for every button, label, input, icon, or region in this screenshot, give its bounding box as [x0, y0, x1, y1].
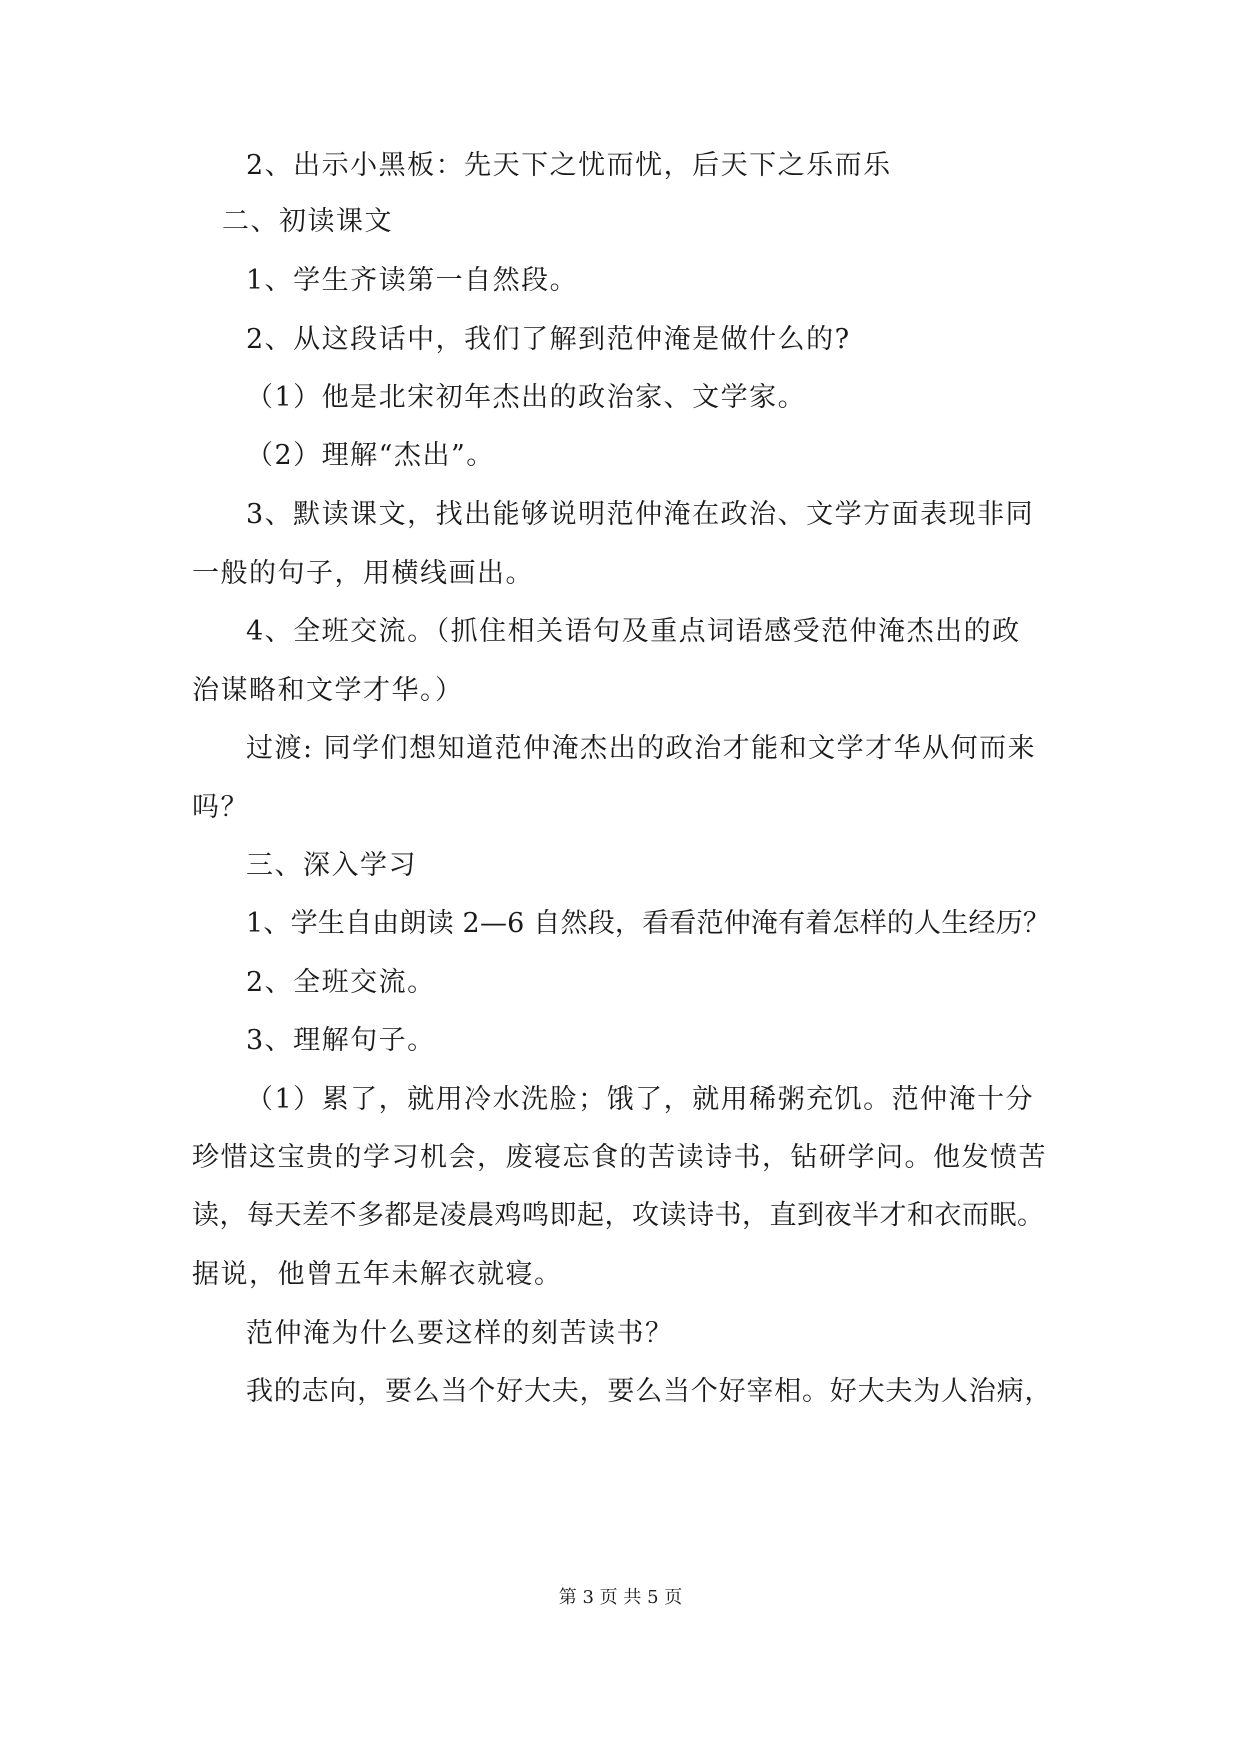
- text-line: 2、从这段话中，我们了解到范仲淹是做什么的?: [246, 324, 851, 355]
- section-heading: 二、初读课文: [222, 206, 393, 237]
- page-number-footer: 第 3 页 共 5 页: [558, 1587, 683, 1608]
- text-line: 3、默读课文，找出能够说明范仲淹在政治、文学方面表现非同: [246, 499, 1035, 530]
- text-line: （1）累了，就用冷水洗脸；饿了，就用稀粥充饥。范仲淹十分: [246, 1084, 1035, 1115]
- text-line: 4、全班交流。（抓住相关语句及重点词语感受范仲淹杰出的政: [246, 616, 1021, 647]
- text-line: 1、学生自由朗读 2—6 自然段，看看范仲淹有着怎样的人生经历？: [246, 908, 1051, 939]
- text-line: 我的志向，要么当个好大夫，要么当个好宰相。好大夫为人治病，: [246, 1376, 1053, 1407]
- text-line: 2、全班交流。: [246, 967, 436, 998]
- text-line: 范仲淹为什么要这样的刻苦读书？: [246, 1318, 674, 1349]
- text-line: （1）他是北宋初年杰出的政治家、文学家。: [246, 382, 807, 413]
- text-line: 治谋略和文学才华。）: [192, 675, 464, 706]
- text-line: 3、理解句子。: [246, 1025, 436, 1056]
- text-line: 2、出示小黑板：先天下之忧而忧，后天下之乐而乐: [246, 150, 892, 181]
- text-line: 读，每天差不多都是凌晨鸡鸣即起，攻读诗书，直到夜半才和衣而眠。: [192, 1200, 1045, 1231]
- text-line: 1、学生齐读第一自然段。: [246, 265, 579, 296]
- text-line: 一般的句子，用横线画出。: [192, 558, 534, 589]
- text-line: 据说，他曾五年未解衣就寝。: [192, 1259, 563, 1290]
- section-heading: 三、深入学习: [246, 850, 417, 881]
- text-line: 吗？: [192, 792, 249, 823]
- text-line: （2）理解“杰出”。: [246, 440, 495, 471]
- text-line: 珍惜这宝贵的学习机会，废寝忘食的苦读诗书，钻研学问。他发愤苦: [192, 1142, 1047, 1173]
- text-line: 过渡: 同学们想知道范仲淹杰出的政治才能和文学才华从何而来: [246, 733, 1037, 764]
